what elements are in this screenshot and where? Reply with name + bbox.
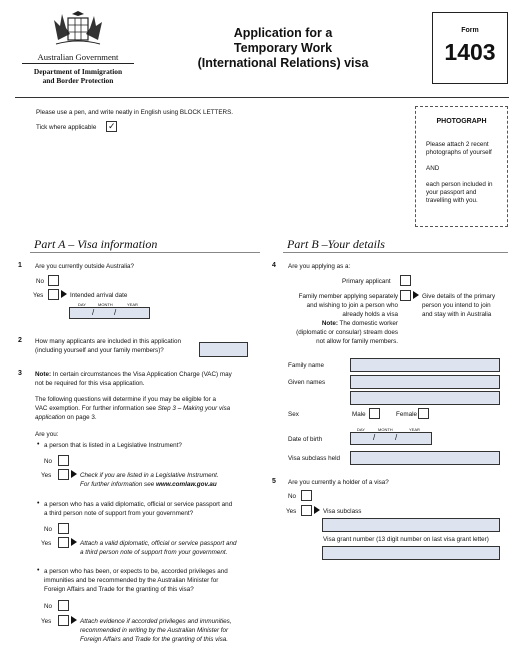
photo-text-3: each person included in <box>426 181 493 188</box>
q4-primary-checkbox[interactable] <box>400 275 411 286</box>
q1-yes-checkbox[interactable] <box>48 289 59 300</box>
q3-b2-yes-label: Yes <box>41 540 52 547</box>
header-divider <box>15 97 509 98</box>
q4-note-3: not allow for family members. <box>316 338 398 345</box>
q4-give-1: Give details of the primary <box>422 293 496 300</box>
q5-visa-subclass-label: Visa subclass <box>323 508 362 515</box>
q1-no-label: No <box>36 278 45 285</box>
arrow-icon <box>71 470 77 478</box>
form-label: Form <box>461 27 479 34</box>
q3-para-1: The following questions will determine if you may be eligible for a <box>35 396 216 403</box>
sex-label: Sex <box>288 411 299 418</box>
dob-label: Date of birth <box>288 436 323 443</box>
q1-text: Are you currently outside Australia? <box>35 263 135 270</box>
q4-primary-label: Primary applicant <box>342 278 391 285</box>
q3-note-1 <box>35 371 232 379</box>
q3-b1-note-2-text: For further information see <box>80 481 156 488</box>
org-divider <box>22 63 134 64</box>
photo-box <box>415 106 508 227</box>
q1-number: 1 <box>18 262 22 269</box>
part-b-title: Part B –Your details <box>287 237 385 251</box>
tick-mark: ✓ <box>108 121 116 131</box>
q3-b2-no-checkbox[interactable] <box>58 523 69 534</box>
photo-title: PHOTOGRAPH <box>436 118 487 125</box>
q3-b3-yes-label: Yes <box>41 618 52 625</box>
q3-note-text: In certain circumstances the Visa Application Charge (VAC) may <box>51 371 232 378</box>
crest-logo <box>50 10 106 48</box>
dob-day-label: DAY <box>357 427 365 432</box>
q5-visa-subclass-input[interactable] <box>322 518 500 532</box>
dob-sep-1: / <box>373 433 376 442</box>
q3-b3-note-1: Attach evidence if accorded privileges and immunities, <box>80 618 232 625</box>
q3-note-bold: Note: <box>35 371 52 378</box>
dob-year-label: YEAR <box>409 427 420 432</box>
part-a-rule <box>30 252 260 253</box>
male-label: Male <box>352 411 366 418</box>
dept-name-1: Department of Immigration <box>33 67 123 76</box>
q4-family-1: Family member applying separately <box>298 293 398 300</box>
q1-date-sep-1: / <box>92 308 95 317</box>
family-name-label: Family name <box>288 362 325 369</box>
q3-bullet-1: • <box>37 441 40 448</box>
q4-text: Are you applying as a: <box>288 263 351 270</box>
q3-b2-text-1: a person who has a valid diplomatic, official or service passport and <box>44 501 233 508</box>
q4-family-2: and wishing to join a person who <box>306 302 398 309</box>
q1-day-label: DAY <box>78 302 86 307</box>
q4-give-3: and stay with in Australia <box>422 311 492 318</box>
q3-page-ref: on page 3. <box>65 414 97 421</box>
dob-input[interactable] <box>350 432 432 445</box>
q3-b3-text-3: Foreign Affairs and Trade for the granting of this visa? <box>44 586 194 593</box>
q3-b3-text-1: a person who has been, or expects to be, accorded privileges and <box>44 568 228 575</box>
q2-text-1: How many applicants are included in this application <box>35 338 181 345</box>
q3-b3-no-checkbox[interactable] <box>58 600 69 611</box>
tick-example-box <box>106 121 117 132</box>
q3-b3-note-2: recommended in writing by the Australian Minister for <box>80 627 229 634</box>
q3-b1-yes-checkbox[interactable] <box>58 469 69 480</box>
q5-no-checkbox[interactable] <box>301 490 312 501</box>
q2-text-2: (including yourself and your family members)? <box>35 347 164 354</box>
photo-text-1: Please attach 2 recent <box>426 141 489 148</box>
q3-bullet-3: • <box>37 567 40 574</box>
q4-note-2: (diplomatic or consular) stream does <box>296 329 398 336</box>
q2-number: 2 <box>18 337 22 344</box>
form-title-3: (International Relations) visa <box>197 56 369 70</box>
female-label: Female <box>396 411 417 418</box>
given-names-label: Given names <box>288 379 326 386</box>
comlaw-link[interactable]: www.comlaw.gov.au <box>155 481 217 488</box>
q4-give-2: person you intend to join <box>422 302 491 309</box>
arrow-icon <box>314 506 320 514</box>
q3-note-2: not be required for this visa application. <box>35 380 145 387</box>
q3-number: 3 <box>18 370 22 377</box>
q3-b1-text: a person that is listed in a Legislative Instrument? <box>44 442 182 449</box>
q3-b1-yes-label: Yes <box>41 472 52 479</box>
arrow-icon <box>61 290 67 298</box>
q3-b1-note-2 <box>80 481 217 489</box>
q3-are-you: Are you: <box>35 431 59 438</box>
q1-no-checkbox[interactable] <box>48 275 59 286</box>
given-names-input-2[interactable] <box>350 391 500 405</box>
q1-date-sep-2: / <box>114 308 117 317</box>
q5-grant-number-label: Visa grant number (13 digit number on last visa grant letter) <box>323 536 489 543</box>
dept-name-2: and Border Protection <box>42 76 114 85</box>
q5-grant-number-input[interactable] <box>322 546 500 560</box>
q3-b3-no-label: No <box>44 603 53 610</box>
q3-step-ref-2: application <box>35 414 66 421</box>
q2-applicants-input[interactable] <box>199 342 248 357</box>
q3-b1-note-1: Check if you are listed in a Legislative Instrument. <box>80 472 219 479</box>
q4-note-1 <box>288 320 398 328</box>
given-names-input-1[interactable] <box>350 375 500 389</box>
photo-and: AND <box>426 165 440 172</box>
q4-number: 4 <box>272 262 276 269</box>
q3-b3-yes-checkbox[interactable] <box>58 615 69 626</box>
female-checkbox[interactable] <box>418 408 429 419</box>
arrow-icon <box>413 291 419 299</box>
form-number-box <box>432 12 508 84</box>
q3-b3-note-3: Foreign Affairs and Trade for the granting of this visa. <box>80 636 229 643</box>
q3-step-ref: Step 3 – Making your visa <box>155 405 231 412</box>
q5-text: Are you currently a holder of a visa? <box>288 479 389 486</box>
q3-b1-no-label: No <box>44 458 53 465</box>
instructions-line: Please use a pen, and write neatly in English using BLOCK LETTERS. <box>36 109 234 116</box>
q4-note-text: The domestic worker <box>337 320 398 327</box>
part-a-title: Part A – Visa information <box>34 237 158 251</box>
q3-b1-no-checkbox[interactable] <box>58 455 69 466</box>
q3-b2-note-2: a third person note of support from your government. <box>80 549 228 556</box>
tick-label: Tick where applicable <box>36 124 97 131</box>
q1-year-label: YEAR <box>127 302 138 307</box>
form-title-2: Temporary Work <box>233 41 333 55</box>
q4-family-3: already holds a visa <box>342 311 398 318</box>
form-number: 1403 <box>444 39 496 65</box>
q1-arrival-label: Intended arrival date <box>70 292 128 299</box>
org-name: Australian Government <box>37 52 119 62</box>
subclass-held-label: Visa subclass held <box>288 455 341 462</box>
dob-month-label: MONTH <box>378 427 393 432</box>
q3-b2-text-2: a third person note of support from your government? <box>44 510 194 517</box>
q5-number: 5 <box>272 478 276 485</box>
subclass-held-input[interactable] <box>350 451 500 465</box>
q3-b2-no-label: No <box>44 526 53 533</box>
male-checkbox[interactable] <box>369 408 380 419</box>
form-title-1: Application for a <box>233 26 333 40</box>
q1-month-label: MONTH <box>98 302 113 307</box>
q5-yes-checkbox[interactable] <box>301 505 312 516</box>
part-b-rule <box>283 252 508 253</box>
q5-yes-label: Yes <box>286 508 297 515</box>
family-name-input[interactable] <box>350 358 500 372</box>
photo-text-5: travelling with you. <box>426 197 478 204</box>
q4-note-bold: Note: <box>321 320 338 327</box>
q5-no-label: No <box>288 493 297 500</box>
q1-arrival-date-input[interactable] <box>69 307 150 319</box>
q3-b2-yes-checkbox[interactable] <box>58 537 69 548</box>
q3-bullet-2: • <box>37 500 40 507</box>
q3-b3-text-2: immunities and be recommended by the Australian Minister for <box>44 577 219 584</box>
q1-yes-label: Yes <box>33 292 44 299</box>
q3-para-2 <box>35 405 230 413</box>
arrow-icon <box>71 616 77 624</box>
q3-para-2-text: VAC exemption. For further information see <box>35 405 156 412</box>
q3-para-3 <box>35 414 97 422</box>
q4-family-checkbox[interactable] <box>400 290 411 301</box>
photo-text-2: photographs of yourself <box>426 149 492 156</box>
dob-sep-2: / <box>395 433 398 442</box>
q3-b2-note-1: Attach a valid diplomatic, official or service passport and <box>80 540 237 547</box>
arrow-icon <box>71 538 77 546</box>
photo-text-4: your passport and <box>426 189 477 196</box>
